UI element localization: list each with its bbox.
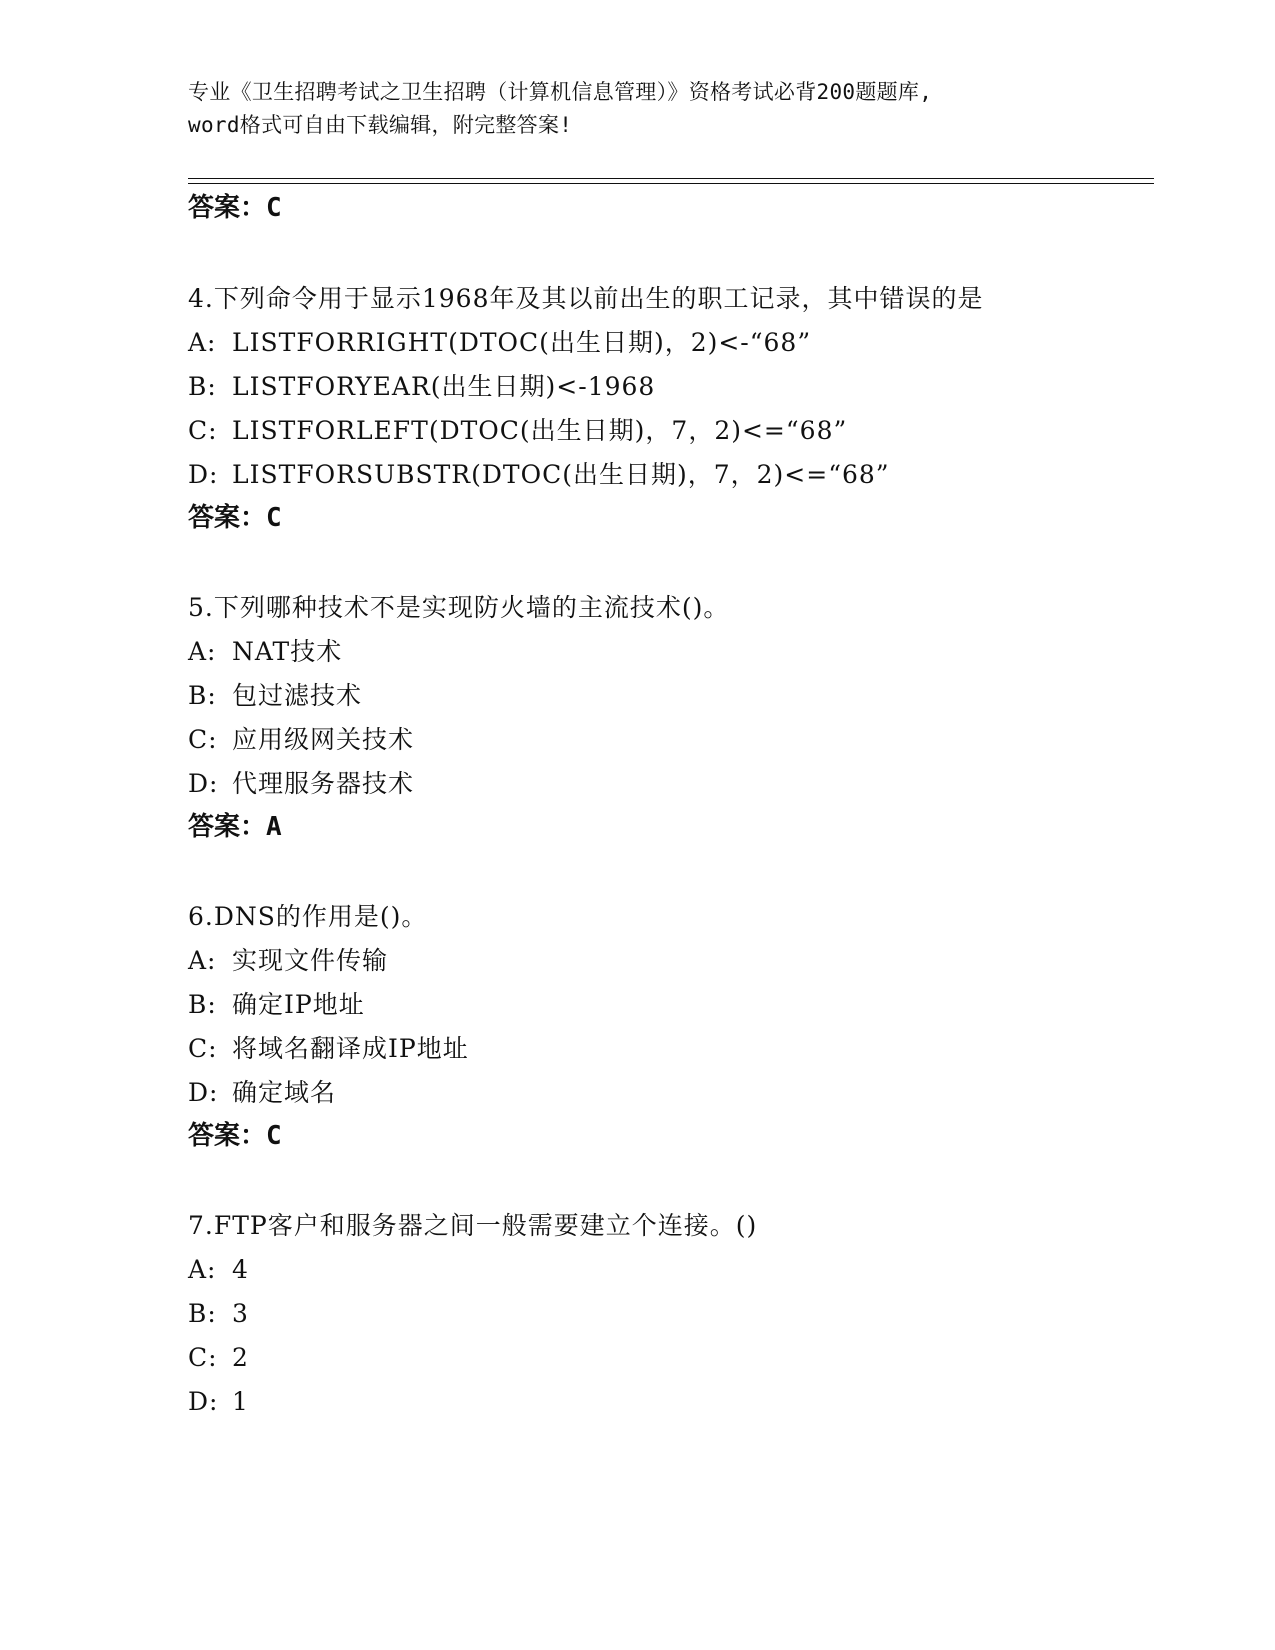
option-key: D: [188,769,219,798]
question-7 [188,1208,757,1244]
question-5-answer [188,809,282,845]
question-5 [188,590,729,626]
option-key: A: [188,328,217,357]
answer-label: 答案： [188,503,267,533]
question-number: 5. [188,593,214,622]
option-key: B: [188,372,217,401]
option-text: 将域名翻译成IP地址 [232,1034,469,1063]
answer-label: 答案： [188,812,267,842]
answer-value: C [266,193,282,223]
option-text: 应用级网关技术 [232,725,415,754]
question-6-option-a [188,943,388,979]
option-text: 代理服务器技术 [232,769,415,798]
option-key: C: [188,725,218,754]
option-text: 实现文件传输 [232,946,389,975]
question-5-option-b [188,678,362,714]
option-text: LISTFORSUBSTR(DTOC(出生日期)，7，2)<=“68” [232,460,890,489]
question-text: DNS的作用是()。 [213,902,428,931]
question-number: 7. [188,1211,214,1240]
document-header [188,76,1088,142]
option-text: 确定IP地址 [232,990,365,1019]
option-key: D: [188,1387,219,1416]
question-5-option-c [188,722,414,758]
option-key: B: [188,990,217,1019]
answer-label: 答案： [188,193,267,223]
option-text: 包过滤技术 [232,681,363,710]
answer-line-prev [188,190,282,226]
question-6-option-c [188,1031,469,1067]
question-number: 4. [188,284,214,313]
question-4 [188,281,984,317]
option-key: C: [188,1034,218,1063]
option-key: A: [188,637,217,666]
header-line-1: 专业《卫生招聘考试之卫生招聘（计算机信息管理）》资格考试必背200题题库, [188,80,933,104]
answer-label: 答案： [188,1121,267,1151]
question-7-option-c [188,1340,249,1376]
question-7-option-b [188,1296,249,1332]
question-5-option-d [188,766,414,802]
question-number: 6. [188,902,214,931]
option-key: D: [188,1078,219,1107]
option-key: D: [188,460,219,489]
question-4-option-c [188,413,847,449]
answer-value: C [266,503,282,533]
question-7-option-a [188,1252,249,1288]
question-4-option-d [188,457,890,493]
option-key: C: [188,416,218,445]
option-key: B: [188,681,217,710]
option-text: 确定域名 [232,1078,337,1107]
answer-value: A [266,812,282,842]
question-4-answer [188,500,282,536]
option-text: 3 [232,1299,249,1328]
question-4-option-b [188,369,655,405]
header-rule-bottom [188,183,1154,184]
option-text: 4 [232,1255,249,1284]
question-text: 下列命令用于显示1968年及其以前出生的职工记录，其中错误的是 [213,284,984,313]
answer-value: C [266,1121,282,1151]
header-line-2: word格式可自由下载编辑，附完整答案! [188,113,573,137]
header-rule-top [188,178,1154,179]
question-6-option-d [188,1075,336,1111]
option-key: A: [188,1255,217,1284]
question-6 [188,899,427,935]
option-text: NAT技术 [232,637,343,666]
question-6-option-b [188,987,365,1023]
option-text: LISTFORLEFT(DTOC(出生日期)，7，2)<=“68” [232,416,848,445]
option-text: 2 [232,1343,249,1372]
question-text: FTP客户和服务器之间一般需要建立个连接。() [213,1211,758,1240]
question-5-option-a [188,634,342,670]
question-4-option-a [188,325,811,361]
option-key: B: [188,1299,217,1328]
question-text: 下列哪种技术不是实现防火墙的主流技术()。 [213,593,730,622]
option-key: A: [188,946,217,975]
question-7-option-d [188,1384,249,1420]
option-text: LISTFORYEAR(出生日期)<-1968 [232,372,656,401]
question-6-answer [188,1118,282,1154]
option-key: C: [188,1343,218,1372]
option-text: 1 [232,1387,249,1416]
option-text: LISTFORRIGHT(DTOC(出生日期)，2)<-“68” [232,328,812,357]
